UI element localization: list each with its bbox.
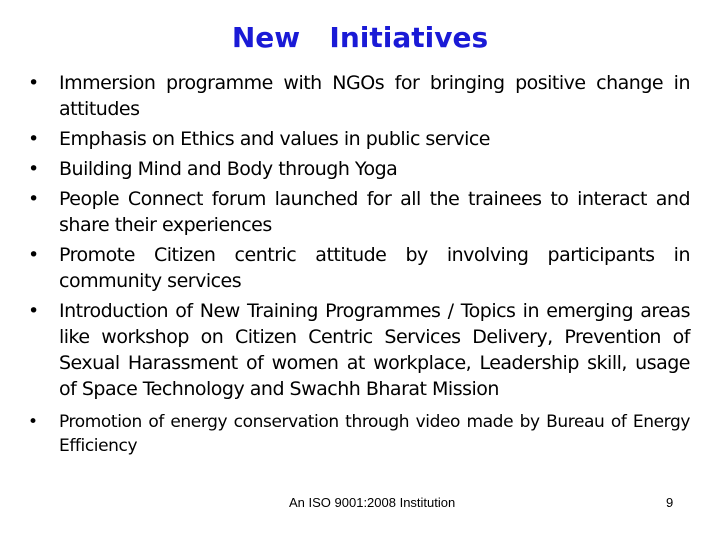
bullet-text: Emphasis on Ethics and values in public service [59,128,490,150]
bullet-dot-icon: • [28,188,39,210]
bullet-item [28,156,690,182]
bullet-text: Introduction of New Training Programmes / Topics in emerging areas like workshop on Citizen Centric Services Delivery, Prevention of Sexual Harassment of women at workplace, Leadership skill, usage of Space Technology and Swachh Bharat Mission [59,300,690,400]
bullet-list [28,70,690,462]
bullet-dot-icon: • [28,158,39,180]
slide-title: New Initiatives [231,21,489,54]
bullet-dot-icon: • [28,412,38,432]
bullet-item [28,242,690,294]
bullet-item [28,298,690,402]
footer-text: An ISO 9001:2008 Institution [289,495,456,510]
page-number: 9 [666,495,674,510]
bullet-text: Promote Citizen centric attitude by involving participants in community services [59,244,690,292]
bullet-dot-icon: • [28,128,39,150]
bullet-item [28,410,690,458]
bullet-item [28,70,690,122]
bullet-dot-icon: • [28,244,39,266]
bullet-item [28,186,690,238]
bullet-dot-icon: • [28,300,39,322]
bullet-dot-icon: • [28,72,39,94]
bullet-item [28,126,690,152]
bullet-text: Immersion programme with NGOs for bringing positive change in attitudes [59,72,690,120]
bullet-text: Building Mind and Body through Yoga [59,158,398,180]
bullet-text: Promotion of energy conservation through video made by Bureau of Energy Efficiency [59,412,690,456]
bullet-text: People Connect forum launched for all the trainees to interact and share their experiences [59,188,690,236]
